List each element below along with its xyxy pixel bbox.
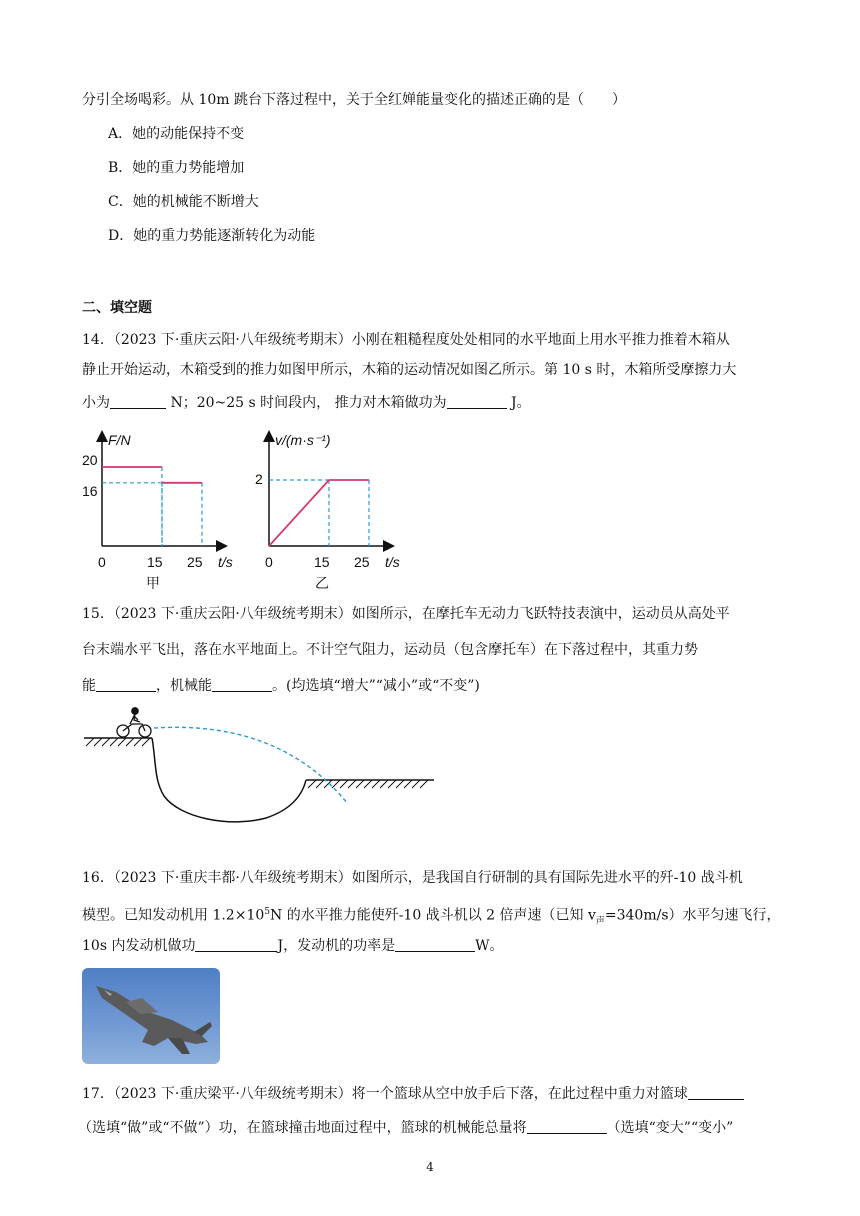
platform-hatching [86, 738, 150, 746]
q16-text: 10s 内发动机做功 [82, 938, 196, 954]
q16-line-2 [82, 902, 781, 931]
q15-line-3 [82, 676, 480, 696]
q15-line-2: 台末端水平飞出，落在水平地面上。不计空气阻力，运动员（包含摩托车）在下落过程中，其重力势 [82, 642, 698, 658]
q16-text: J，发动机的功率是 [277, 938, 396, 954]
q16-answer-blank-2[interactable] [395, 937, 475, 952]
jia-y-tick-20: 20 [82, 452, 98, 468]
q16-subscript: 声 [595, 916, 605, 927]
q14-answer-blank-1[interactable] [110, 394, 166, 409]
q13-stem: 分引全场喝彩。从 10m 跳台下落过程中，关于全红婵能量变化的描述正确的是（ ） [82, 92, 626, 108]
q15-text: ，机械能 [156, 678, 212, 694]
motorcycle-jump-diagram [80, 700, 440, 830]
page-number: 4 [426, 1160, 434, 1174]
yi-caption: 乙 [315, 575, 329, 590]
q15-answer-blank-2[interactable] [212, 677, 272, 692]
yi-xlabel: t/s [385, 554, 400, 570]
yi-y-tick-2: 2 [255, 471, 263, 487]
fighter-jet-icon [82, 968, 220, 1064]
q13-option-a: A．她的动能保持不变 [108, 126, 245, 142]
q15-answer-blank-1[interactable] [96, 677, 156, 692]
q16-superscript: 5 [264, 907, 270, 917]
yi-origin: 0 [265, 554, 273, 570]
q17-text: （选填“变大”“变小” [606, 1120, 734, 1136]
yi-ylabel: v/(m·s⁻¹) [275, 432, 331, 448]
motorcycle-rider-icon [117, 708, 151, 737]
q15-text: 。(均选填“增大”“减小”或“不变”) [272, 678, 480, 694]
valley-curve [152, 738, 306, 822]
q17-answer-blank-1[interactable] [688, 1085, 744, 1100]
q14-text: N；20~25 s 时间段内， 推力对木箱做功为 [166, 395, 447, 411]
chart-jia [78, 430, 258, 590]
q16-answer-blank-1[interactable] [195, 937, 277, 952]
q14-answer-blank-2[interactable] [447, 394, 507, 409]
section-title: 二、填空题 [82, 300, 152, 316]
q16-line-1: 16．（2023 下·重庆丰都·八年级统考期末）如图所示，是我国自行研制的具有国际先进水平的歼-10 战斗机 [82, 870, 743, 886]
q14-line-3 [82, 393, 531, 413]
q17-line-2 [78, 1118, 733, 1138]
q13-option-c: C．她的机械能不断增大 [108, 194, 259, 210]
jia-ylabel: F/N [108, 432, 131, 448]
q13-option-d: D．她的重力势能逐渐转化为动能 [108, 228, 316, 244]
q13-option-b: B．她的重力势能增加 [108, 160, 245, 176]
jia-x-tick-15: 15 [147, 554, 163, 570]
q16-text: N 的水平推力能使歼-10 战斗机以 2 倍声速（已知 v [270, 907, 596, 924]
trajectory-curve [154, 727, 348, 804]
q16-text: 模型。已知发动机用 1.2×10 [82, 907, 265, 924]
q17-text: （选填“做”或“不做”）功，在篮球撞击地面过程中，篮球的机械能总量将 [78, 1120, 527, 1136]
q17-answer-blank-2[interactable] [527, 1119, 607, 1134]
q17-line-1 [82, 1084, 744, 1104]
chart-yi [245, 430, 435, 590]
yi-segment-0 [269, 480, 329, 546]
yi-x-tick-15: 15 [314, 554, 330, 570]
q16-line-3 [82, 936, 503, 956]
q14-text: 小为 [82, 395, 110, 411]
q14-text: J。 [506, 395, 531, 411]
q17-text: 17．（2023 下·重庆梁平·八年级统考期末）将一个篮球从空中放手后下落，在此过程中重力对篮球 [82, 1086, 688, 1102]
jia-caption: 甲 [146, 575, 160, 590]
q15-line-1: 15．（2023 下·重庆云阳·八年级统考期末）如图所示，在摩托车无动力飞跃特技表演中，运动员从高处平 [82, 606, 730, 622]
q16-text: =340m/s）水平匀速飞行， [604, 907, 781, 924]
fighter-jet-photo [82, 968, 220, 1064]
jia-origin: 0 [98, 554, 106, 570]
q15-text: 能 [82, 678, 96, 694]
jia-x-tick-25: 25 [187, 554, 203, 570]
q16-text: W。 [475, 938, 504, 954]
q14-line-1: 14．（2023 下·重庆云阳·八年级统考期末）小刚在粗糙程度处处相同的水平地面上用水平推力推着木箱从 [82, 332, 730, 348]
jia-y-tick-16: 16 [82, 483, 98, 499]
q14-line-2: 静止开始运动，木箱受到的推力如图甲所示，木箱的运动情况如图乙所示。第 10 s 时，木箱所受摩擦力大 [82, 362, 737, 378]
yi-x-tick-25: 25 [354, 554, 370, 570]
jia-xlabel: t/s [218, 554, 233, 570]
